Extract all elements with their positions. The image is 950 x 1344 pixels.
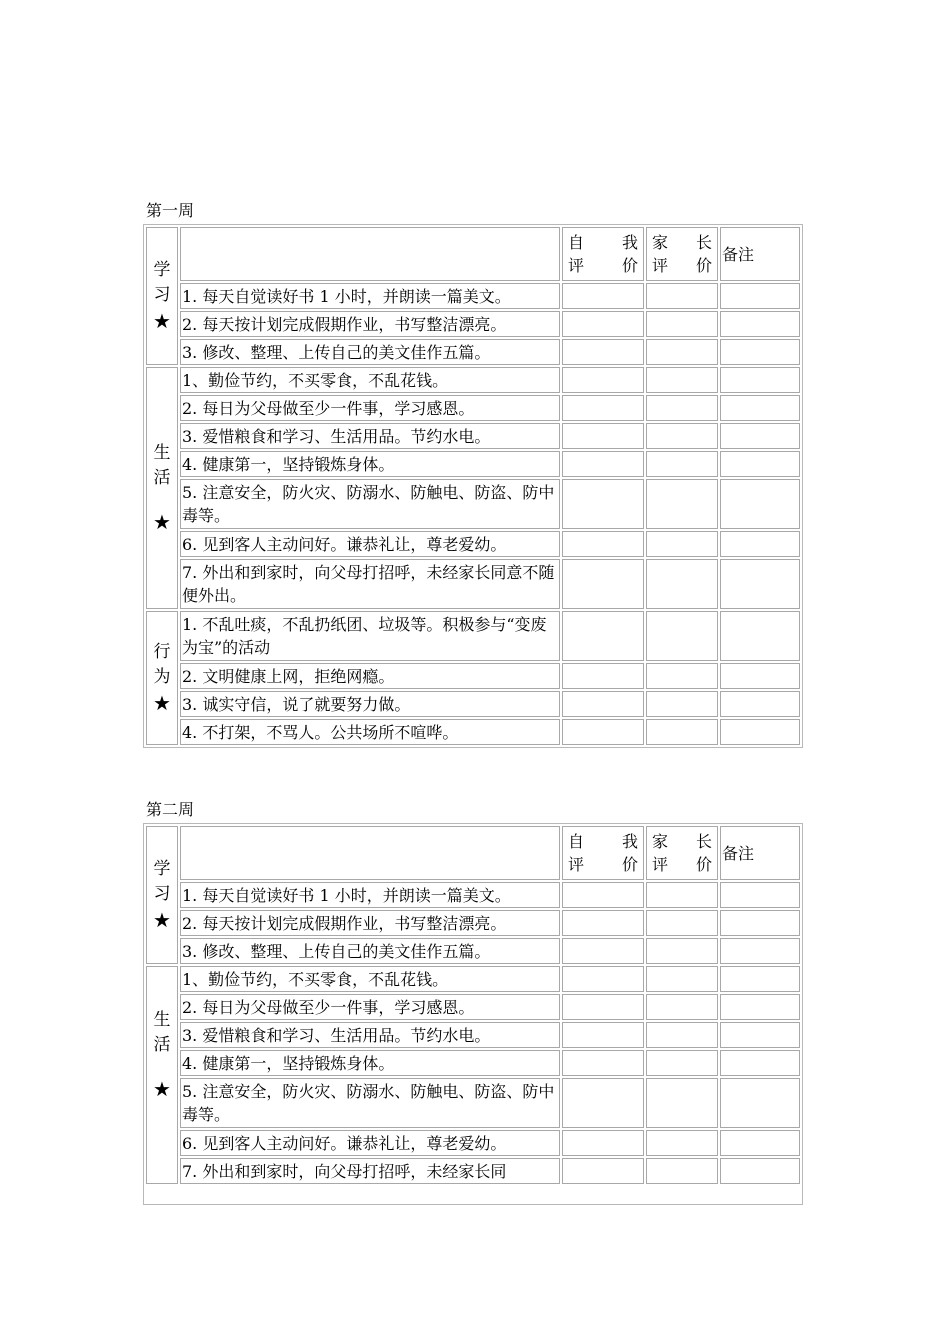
- parent-eval-cell[interactable]: [646, 882, 718, 908]
- table-row: [146, 719, 800, 745]
- item-text: 4. 健康第一，坚持锻炼身体。: [180, 451, 560, 477]
- star-icon: ★: [153, 510, 171, 534]
- self-eval-cell[interactable]: [562, 283, 644, 309]
- category-study: [146, 826, 178, 964]
- parent-eval-cell[interactable]: [646, 395, 718, 421]
- table-row: [146, 611, 800, 661]
- remark-cell[interactable]: [720, 910, 800, 936]
- category-char: 学: [153, 260, 171, 280]
- remark-cell[interactable]: [720, 479, 800, 529]
- table-row: [146, 1158, 800, 1184]
- item-text: 1、勤俭节约，不买零食，不乱花钱。: [180, 966, 560, 992]
- parent-eval-cell[interactable]: [646, 719, 718, 745]
- self-eval-cell[interactable]: [562, 395, 644, 421]
- parent-eval-cell[interactable]: [646, 559, 718, 609]
- table-row: [146, 1078, 800, 1128]
- item-header-blank: [180, 227, 560, 281]
- star-icon: ★: [153, 309, 171, 333]
- item-text: 2. 每天按计划完成假期作业，书写整洁漂亮。: [180, 910, 560, 936]
- category-char: 活: [153, 1035, 171, 1055]
- table-row: [146, 283, 800, 309]
- header-row: [146, 227, 800, 281]
- parent-eval-cell[interactable]: [646, 611, 718, 661]
- category-study: [146, 227, 178, 365]
- self-eval-cell[interactable]: [562, 1158, 644, 1184]
- remark-cell[interactable]: [720, 395, 800, 421]
- star-icon: ★: [153, 691, 171, 715]
- parent-eval-cell[interactable]: [646, 691, 718, 717]
- parent-eval-cell[interactable]: [646, 663, 718, 689]
- table-row: [146, 938, 800, 964]
- remark-cell[interactable]: [720, 1022, 800, 1048]
- item-text: 3. 修改、整理、上传自己的美文佳作五篇。: [180, 938, 560, 964]
- parent-eval-cell[interactable]: [646, 910, 718, 936]
- category-char: 行: [153, 642, 171, 662]
- table-row: [146, 663, 800, 689]
- remark-cell[interactable]: [720, 882, 800, 908]
- table-row: [146, 559, 800, 609]
- table-row: [146, 367, 800, 393]
- item-text: 3. 修改、整理、上传自己的美文佳作五篇。: [180, 339, 560, 365]
- category-char: 习: [153, 285, 171, 305]
- week-title: 第一周: [146, 201, 195, 220]
- item-text: 2. 每日为父母做至少一件事，学习感恩。: [180, 395, 560, 421]
- table-row: [146, 966, 800, 992]
- item-text: 3. 爱惜粮食和学习、生活用品。节约水电。: [180, 1022, 560, 1048]
- self-eval-cell[interactable]: [562, 1022, 644, 1048]
- item-text: 5. 注意安全，防火灾、防溺水、防触电、防盗、防中毒等。: [180, 479, 560, 529]
- category-behavior: [146, 611, 178, 745]
- self-eval-cell[interactable]: [562, 423, 644, 449]
- remark-cell[interactable]: [720, 691, 800, 717]
- parent-eval-cell[interactable]: [646, 1130, 718, 1156]
- parent-eval-cell[interactable]: [646, 1078, 718, 1128]
- evaluation-table-week1: [143, 224, 803, 748]
- category-char: 生: [153, 443, 171, 463]
- item-text: 1. 每天自觉读好书 1 小时，并朗读一篇美文。: [180, 283, 560, 309]
- remark-cell[interactable]: [720, 339, 800, 365]
- remark-cell[interactable]: [720, 938, 800, 964]
- item-text: 1、勤俭节约，不买零食，不乱花钱。: [180, 367, 560, 393]
- remark-cell[interactable]: [720, 966, 800, 992]
- self-eval-cell[interactable]: [562, 1050, 644, 1076]
- self-eval-header: 自 我 评 价: [562, 227, 644, 281]
- self-eval-cell[interactable]: [562, 994, 644, 1020]
- self-eval-cell[interactable]: [562, 691, 644, 717]
- remark-cell[interactable]: [720, 531, 800, 557]
- table-row: [146, 910, 800, 936]
- category-char: 为: [153, 667, 171, 687]
- item-text: 6. 见到客人主动问好。谦恭礼让，尊老爱幼。: [180, 531, 560, 557]
- remark-header: 备注: [720, 826, 800, 880]
- table-row: [146, 531, 800, 557]
- category-life: [146, 367, 178, 609]
- parent-eval-cell[interactable]: [646, 1050, 718, 1076]
- parent-eval-cell[interactable]: [646, 311, 718, 337]
- item-text: 2. 每天按计划完成假期作业，书写整洁漂亮。: [180, 311, 560, 337]
- remark-cell[interactable]: [720, 367, 800, 393]
- self-eval-cell[interactable]: [562, 611, 644, 661]
- week-title: 第二周: [146, 800, 195, 819]
- self-eval-cell[interactable]: [562, 559, 644, 609]
- item-text: 5. 注意安全，防火灾、防溺水、防触电、防盗、防中毒等。: [180, 1078, 560, 1128]
- self-eval-cell[interactable]: [562, 719, 644, 745]
- remark-cell[interactable]: [720, 283, 800, 309]
- self-eval-cell[interactable]: [562, 966, 644, 992]
- remark-cell[interactable]: [720, 994, 800, 1020]
- parent-eval-cell[interactable]: [646, 423, 718, 449]
- remark-cell[interactable]: [720, 1078, 800, 1128]
- self-eval-cell[interactable]: [562, 1130, 644, 1156]
- parent-eval-cell[interactable]: [646, 531, 718, 557]
- table-row: [146, 451, 800, 477]
- item-text: 4. 不打架，不骂人。公共场所不喧哗。: [180, 719, 560, 745]
- remark-cell[interactable]: [720, 663, 800, 689]
- remark-cell[interactable]: [720, 423, 800, 449]
- table-row: [146, 339, 800, 365]
- self-eval-cell[interactable]: [562, 882, 644, 908]
- self-eval-cell[interactable]: [562, 451, 644, 477]
- self-eval-cell[interactable]: [562, 910, 644, 936]
- remark-cell[interactable]: [720, 1130, 800, 1156]
- star-icon: ★: [153, 1077, 171, 1101]
- header-row: [146, 826, 800, 880]
- parent-eval-header: 家 长 评 价: [646, 227, 718, 281]
- parent-eval-cell[interactable]: [646, 966, 718, 992]
- item-text: 1. 不乱吐痰，不乱扔纸团、垃圾等。积极参与“变废为宝”的活动: [180, 611, 560, 661]
- table-row: [146, 1130, 800, 1156]
- remark-cell[interactable]: [720, 1158, 800, 1184]
- self-eval-cell[interactable]: [562, 367, 644, 393]
- parent-eval-cell[interactable]: [646, 1022, 718, 1048]
- self-eval-header: 自 我 评 价: [562, 826, 644, 880]
- remark-header: 备注: [720, 227, 800, 281]
- parent-eval-cell[interactable]: [646, 283, 718, 309]
- remark-cell[interactable]: [720, 451, 800, 477]
- parent-eval-cell[interactable]: [646, 451, 718, 477]
- parent-eval-cell[interactable]: [646, 339, 718, 365]
- category-life: [146, 966, 178, 1184]
- evaluation-table-week2: [143, 823, 803, 1205]
- item-text: 7. 外出和到家时，向父母打招呼，未经家长同: [180, 1158, 560, 1184]
- item-text: 3. 诚实守信，说了就要努力做。: [180, 691, 560, 717]
- remark-cell[interactable]: [720, 611, 800, 661]
- table-row: [146, 1050, 800, 1076]
- self-eval-cell[interactable]: [562, 663, 644, 689]
- self-eval-cell[interactable]: [562, 938, 644, 964]
- item-header-blank: [180, 826, 560, 880]
- remark-cell[interactable]: [720, 559, 800, 609]
- item-text: 3. 爱惜粮食和学习、生活用品。节约水电。: [180, 423, 560, 449]
- category-char: 学: [153, 859, 171, 879]
- table-row: [146, 479, 800, 529]
- category-char: 生: [153, 1010, 171, 1030]
- remark-cell[interactable]: [720, 719, 800, 745]
- item-text: 6. 见到客人主动问好。谦恭礼让，尊老爱幼。: [180, 1130, 560, 1156]
- self-eval-cell[interactable]: [562, 531, 644, 557]
- category-char: 活: [153, 468, 171, 488]
- star-icon: ★: [153, 908, 171, 932]
- item-text: 1. 每天自觉读好书 1 小时，并朗读一篇美文。: [180, 882, 560, 908]
- item-text: 2. 每日为父母做至少一件事，学习感恩。: [180, 994, 560, 1020]
- table-row: [146, 994, 800, 1020]
- self-eval-cell[interactable]: [562, 339, 644, 365]
- self-eval-cell[interactable]: [562, 311, 644, 337]
- self-eval-cell[interactable]: [562, 1078, 644, 1128]
- table-row: [146, 423, 800, 449]
- parent-eval-cell[interactable]: [646, 938, 718, 964]
- self-eval-cell[interactable]: [562, 479, 644, 529]
- parent-eval-header: 家 长 评 价: [646, 826, 718, 880]
- item-text: 2. 文明健康上网，拒绝网瘾。: [180, 663, 560, 689]
- category-char: 习: [153, 884, 171, 904]
- table-row: [146, 311, 800, 337]
- table-row: [146, 882, 800, 908]
- parent-eval-cell[interactable]: [646, 479, 718, 529]
- item-text: 7. 外出和到家时，向父母打招呼，未经家长同意不随便外出。: [180, 559, 560, 609]
- table-row: [146, 691, 800, 717]
- table-row: [146, 1022, 800, 1048]
- parent-eval-cell[interactable]: [646, 994, 718, 1020]
- item-text: 4. 健康第一，坚持锻炼身体。: [180, 1050, 560, 1076]
- parent-eval-cell[interactable]: [646, 1158, 718, 1184]
- remark-cell[interactable]: [720, 311, 800, 337]
- table-row: [146, 395, 800, 421]
- remark-cell[interactable]: [720, 1050, 800, 1076]
- parent-eval-cell[interactable]: [646, 367, 718, 393]
